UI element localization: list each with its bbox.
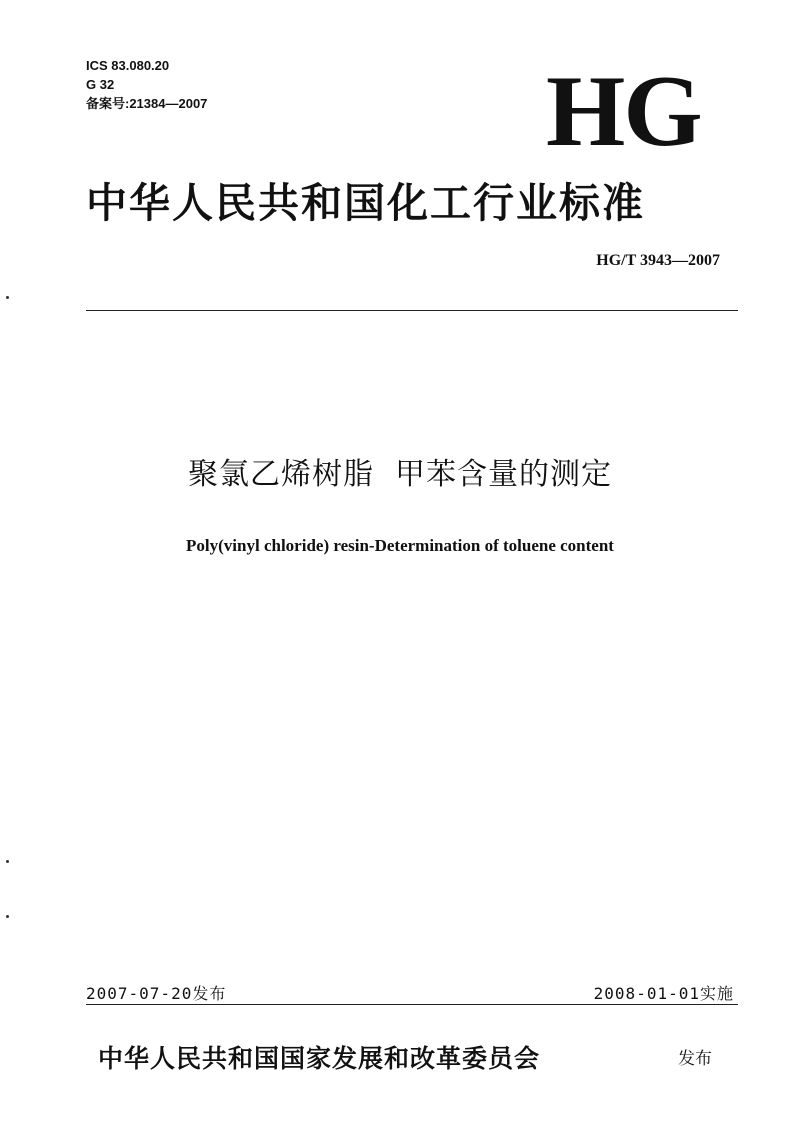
standard-code-logo: HG [546,55,701,168]
publisher-name: 中华人民共和国国家发展和改革委员会 [98,1044,541,1073]
scan-speck [6,860,9,863]
implementation-date: 2008-01-01实施 [593,984,734,1003]
standard-category-title: 中华人民共和国化工行业标准 [86,179,645,227]
ccs-code: G 32 [86,77,115,92]
scan-speck [6,915,9,918]
document-title-english: Poly(vinyl chloride) resin-Determination of toluene content [186,536,614,555]
ics-code: ICS 83.080.20 [86,58,170,73]
publish-label: 发布 [678,1049,712,1069]
document-title-chinese: 聚氯乙烯树脂 甲苯含量的测定 [187,457,613,492]
header-divider [86,310,738,311]
scan-speck [6,296,9,299]
footer-divider [86,1004,738,1005]
filing-number: 备案号:21384—2007 [86,96,208,111]
issue-date: 2007-07-20发布 [86,984,227,1003]
standard-number: HG/T 3943—2007 [596,252,720,269]
